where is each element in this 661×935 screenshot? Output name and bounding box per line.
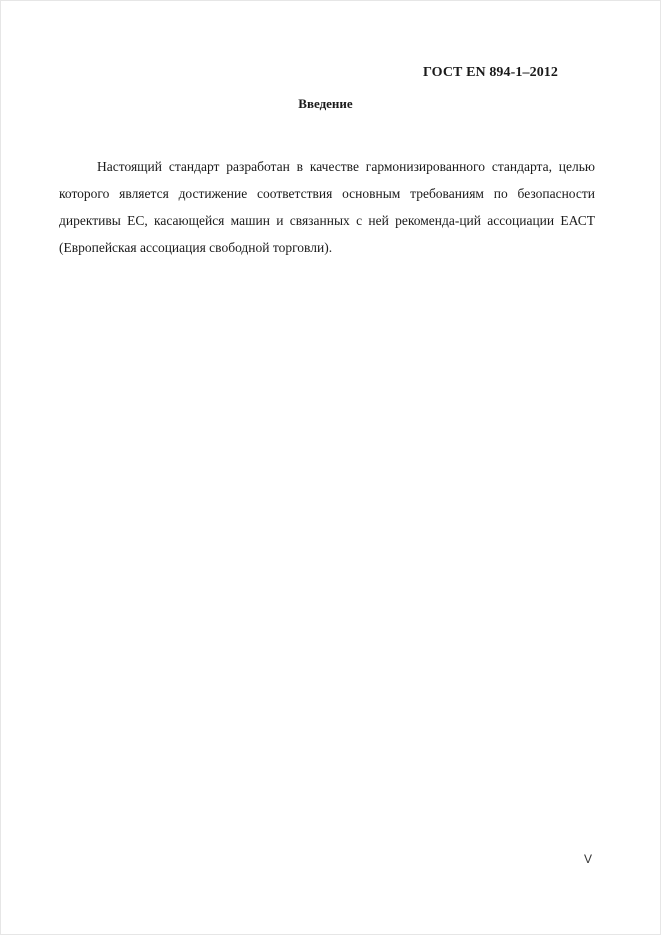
section-title: Введение — [298, 96, 353, 111]
body-text — [59, 153, 595, 261]
document-code: ГОСТ EN 894-1–2012 — [423, 65, 558, 80]
introduction-paragraph: Настоящий стандарт разработан в качестве гармонизированного стандарта, целью которого является достижение соответствия основным требованиям по безопасности директивы ЕС, касающейся машин и связанных с ней рекоменда-ций ассоциации ЕАСТ (Европейская ассоциация свободной торговли). — [59, 159, 595, 255]
page-number: V — [583, 852, 592, 866]
